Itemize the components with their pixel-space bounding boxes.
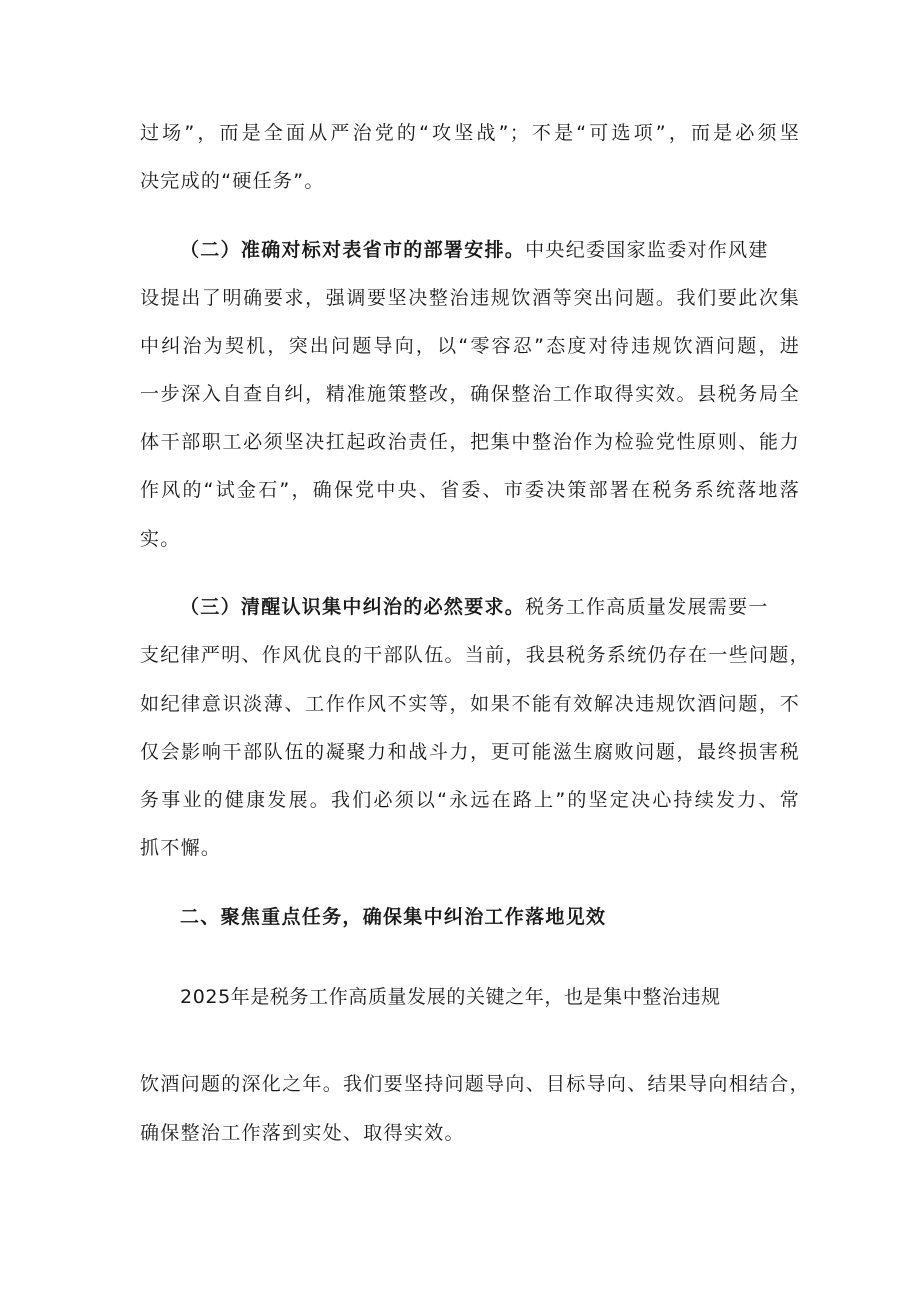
paragraph-1-line-2: 决完成的“硬任务”。 bbox=[140, 170, 325, 192]
paragraph-3-line-3: 如纪律意识淡薄、工作作风不实等，如果不能有效解决违规饮酒问题，不 bbox=[140, 693, 800, 715]
paragraph-3-line-5: 务事业的健康发展。我们必须以“永远在路上”的坚定决心持续发力、常 bbox=[140, 789, 800, 811]
paragraph-4-line-3: 确保整治工作落到实处、取得实效。 bbox=[140, 1122, 465, 1144]
paragraph-2-line-4: 一步深入自查自纠，精准施策整改，确保整治工作取得实效。县税务局全 bbox=[140, 383, 800, 405]
paragraph-3-line-1 bbox=[180, 595, 800, 619]
paragraph-3-line-6: 抓不懈。 bbox=[140, 837, 222, 859]
paragraph-4-line-1: 2025年是税务工作高质量发展的关键之年，也是集中整治违规 bbox=[180, 986, 721, 1008]
paragraph-2-line-6: 作风的“试金石”，确保党中央、省委、市委决策部署在税务系统落地落 bbox=[140, 479, 800, 501]
paragraph-2-line-3: 中纠治为契机，突出问题导向，以“零容忍”态度对待违规饮酒问题，进 bbox=[140, 335, 800, 357]
paragraph-3-line-4: 仅会影响干部队伍的凝聚力和战斗力，更可能滋生腐败问题，最终损害税 bbox=[140, 741, 800, 763]
paragraph-1-line-1: 过场”，而是全面从严治党的“攻坚战”；不是“可选项”，而是必须坚 bbox=[140, 122, 800, 144]
paragraph-3-line-2: 支纪律严明、作风优良的干部队伍。当前，我县税务系统仍存在一些问题， bbox=[140, 644, 810, 666]
paragraph-2-line-1-text: 中央纪委国家监委对作风建 bbox=[525, 239, 769, 261]
paragraph-2-line-7: 实。 bbox=[140, 528, 181, 550]
paragraph-2-line-1 bbox=[180, 238, 800, 262]
paragraph-2-line-2: 设提出了明确要求，强调要坚决整治违规饮酒等突出问题。我们要此次集 bbox=[140, 287, 800, 309]
paragraph-3-line-1-text: 税务工作高质量发展需要一 bbox=[525, 596, 769, 618]
paragraph-4-line-2: 饮酒问题的深化之年。我们要坚持问题导向、目标导向、结果导向相结合， bbox=[140, 1073, 810, 1095]
paragraph-2-line-5: 体干部职工必须坚决扛起政治责任，把集中整治作为检验党性原则、能力 bbox=[140, 431, 800, 453]
section-heading: 二、聚焦重点任务，确保集中纠治工作落地见效 bbox=[180, 906, 607, 928]
paragraph-3-heading: （三）清醒认识集中纠治的必然要求。 bbox=[180, 596, 526, 618]
paragraph-2-heading: （二）准确对标对表省市的部署安排。 bbox=[180, 239, 526, 261]
